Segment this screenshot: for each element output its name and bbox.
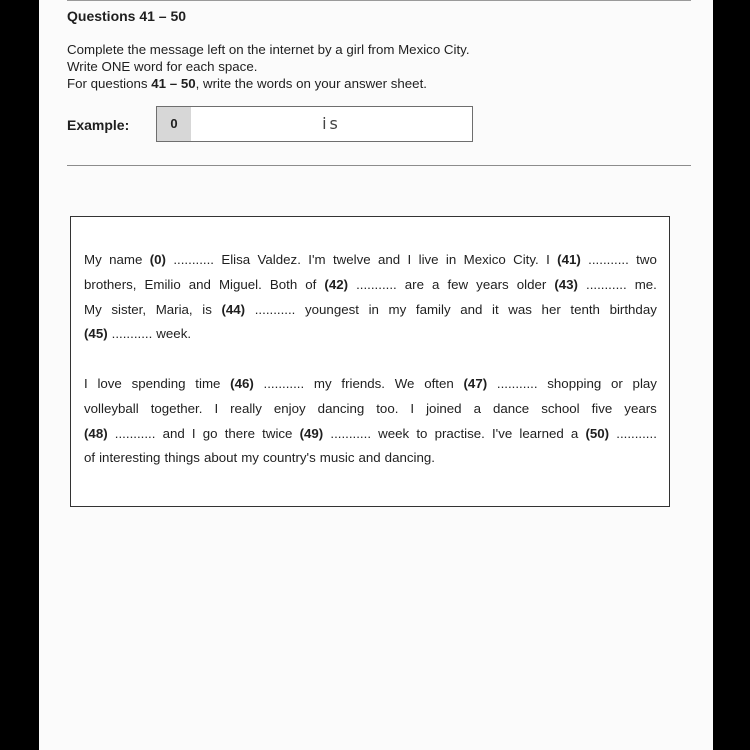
passage-word: school — [541, 400, 580, 416]
question-number: (50) — [585, 425, 610, 441]
passage-word: play — [632, 376, 657, 391]
passage-word: We — [394, 376, 415, 391]
answer-gap: ........... — [111, 326, 153, 342]
question-number: (45) — [84, 326, 108, 342]
question-number: (41) — [557, 252, 581, 267]
passage-word: practise. — [434, 425, 485, 441]
passage-word: week. — [156, 326, 192, 342]
passage-word: I — [410, 400, 415, 416]
question-number: (0) — [149, 252, 166, 267]
passage-word: shopping — [547, 376, 602, 391]
passage-word: Mexico — [463, 252, 506, 267]
passage-word: country's — [262, 450, 316, 466]
section-heading: Questions 41 – 50 — [67, 8, 187, 24]
passage-word: My — [84, 252, 102, 267]
passage-word: I — [191, 425, 196, 441]
passage-word: Both — [269, 276, 298, 292]
passage-word: dancing — [317, 400, 365, 416]
answer-gap: ........... — [114, 425, 156, 441]
instruction-line-1: Complete the message left on the internet by a girl from Mexico City. — [67, 42, 470, 57]
answer-gap: ........... — [263, 376, 305, 391]
question-number: (43) — [554, 276, 578, 292]
question-number: (49) — [299, 425, 324, 441]
passage-word: Elisa — [221, 252, 251, 267]
passage-word: in — [445, 252, 457, 267]
passage-word: week — [378, 425, 410, 441]
passage-word: to — [416, 425, 428, 441]
passage-word: I'm — [308, 252, 326, 267]
passage-word: tenth — [570, 301, 600, 317]
answer-gap: ........... — [356, 276, 397, 292]
exam-page — [39, 0, 713, 750]
passage-word: about — [203, 450, 238, 466]
passage-word: in — [368, 301, 379, 317]
passage-word: together. — [150, 400, 203, 416]
passage-word: live — [418, 252, 439, 267]
paragraph-2 — [84, 372, 657, 471]
top-divider — [67, 0, 691, 1]
instructions — [67, 41, 470, 92]
question-number: (44) — [221, 301, 246, 317]
passage-word: of — [305, 276, 317, 292]
example-answer-cell: is — [191, 106, 473, 142]
passage-word: birthday — [609, 301, 657, 317]
passage-line — [84, 273, 657, 298]
passage-word: a — [473, 400, 481, 416]
passage-word: my — [313, 376, 332, 391]
passage-word: and — [460, 301, 483, 317]
answer-gap: ........... — [496, 376, 538, 391]
question-number: (47) — [463, 376, 488, 391]
passage-word: too. — [376, 400, 399, 416]
answer-gap: ........... — [254, 301, 296, 317]
passage-word: I — [407, 252, 412, 267]
section-divider — [67, 165, 691, 166]
passage-word: few — [447, 276, 469, 292]
question-number: (48) — [84, 425, 108, 441]
passage-word: is — [202, 301, 212, 317]
passage-word: I — [546, 252, 550, 267]
passage-word: City. — [513, 252, 539, 267]
passage-word: dance — [492, 400, 530, 416]
instruction-line-3 — [67, 75, 470, 92]
passage-box — [70, 216, 670, 507]
passage-word: a — [570, 425, 579, 441]
passage-word: Emilio — [144, 276, 181, 292]
passage-line — [84, 372, 657, 397]
passage-word: my — [388, 301, 407, 317]
passage-word: joined — [426, 400, 462, 416]
passage-word: or — [610, 376, 623, 391]
answer-gap: ........... — [330, 425, 372, 441]
passage-word: years — [476, 276, 509, 292]
passage-word: years — [624, 400, 657, 416]
answer-gap: ........... — [616, 425, 657, 441]
passage-word: me. — [634, 276, 657, 292]
passage-line — [84, 298, 657, 323]
instruction-question-range: 41 – 50 — [151, 76, 196, 91]
answer-gap: ........... — [586, 276, 627, 292]
passage-word: older — [516, 276, 547, 292]
passage-word: Miguel. — [218, 276, 262, 292]
passage-word: was — [508, 301, 532, 317]
question-number: (46) — [230, 376, 254, 391]
passage-word: of — [84, 450, 96, 466]
paragraph-1 — [84, 248, 657, 347]
question-number: (42) — [324, 276, 349, 292]
passage-word: there — [224, 425, 255, 441]
passage-word: enjoy — [273, 400, 306, 416]
instruction-line-2: Write ONE word for each space. — [67, 59, 258, 74]
passage-word: music — [319, 450, 355, 466]
passage-word: her — [541, 301, 561, 317]
passage-word: my — [241, 450, 259, 466]
passage-word: and — [162, 425, 185, 441]
passage-line — [84, 322, 657, 347]
passage-line — [84, 446, 657, 471]
passage-word: a — [432, 276, 440, 292]
passage-word: dancing. — [384, 450, 435, 466]
passage-word: I — [214, 400, 219, 416]
passage-word: really — [230, 400, 262, 416]
passage-line — [84, 422, 657, 447]
passage-word: youngest — [304, 301, 359, 317]
passage-word: time — [195, 376, 221, 391]
passage-word: love — [97, 376, 122, 391]
passage-word: sister, — [111, 301, 147, 317]
passage-word: and — [378, 252, 401, 267]
passage-word: Maria, — [155, 301, 193, 317]
instruction-line-3-prefix: For questions — [67, 76, 152, 91]
passage-word: things — [164, 450, 200, 466]
passage-word: spending — [131, 376, 186, 391]
passage-word: often — [424, 376, 454, 391]
passage-word: five — [591, 400, 613, 416]
example-label: Example: — [67, 117, 130, 133]
passage-line — [84, 397, 657, 422]
passage-word: and — [358, 450, 381, 466]
passage-word: volleyball — [84, 400, 139, 416]
passage-word: two — [636, 252, 657, 267]
passage-word: learned — [519, 425, 564, 441]
answer-gap: ........... — [588, 252, 629, 267]
passage-word: go — [202, 425, 218, 441]
passage-line — [84, 248, 657, 273]
passage-word: twelve — [332, 252, 371, 267]
passage-word: friends. — [341, 376, 385, 391]
passage-word: Valdez. — [257, 252, 301, 267]
passage-word: family — [415, 301, 451, 317]
passage-word: My — [84, 301, 102, 317]
example-number-cell: 0 — [156, 106, 192, 142]
passage-word: twice — [262, 425, 293, 441]
passage-word: it — [492, 301, 499, 317]
passage-word: I've — [491, 425, 513, 441]
passage-word: are — [404, 276, 424, 292]
passage-word: and — [188, 276, 211, 292]
passage-word: interesting — [99, 450, 161, 466]
instruction-line-3-suffix: , write the words on your answer sheet. — [195, 76, 427, 91]
answer-gap: ........... — [173, 252, 214, 267]
passage-word: name — [109, 252, 143, 267]
passage-word: brothers, — [84, 276, 137, 292]
passage-word: I — [84, 376, 88, 391]
